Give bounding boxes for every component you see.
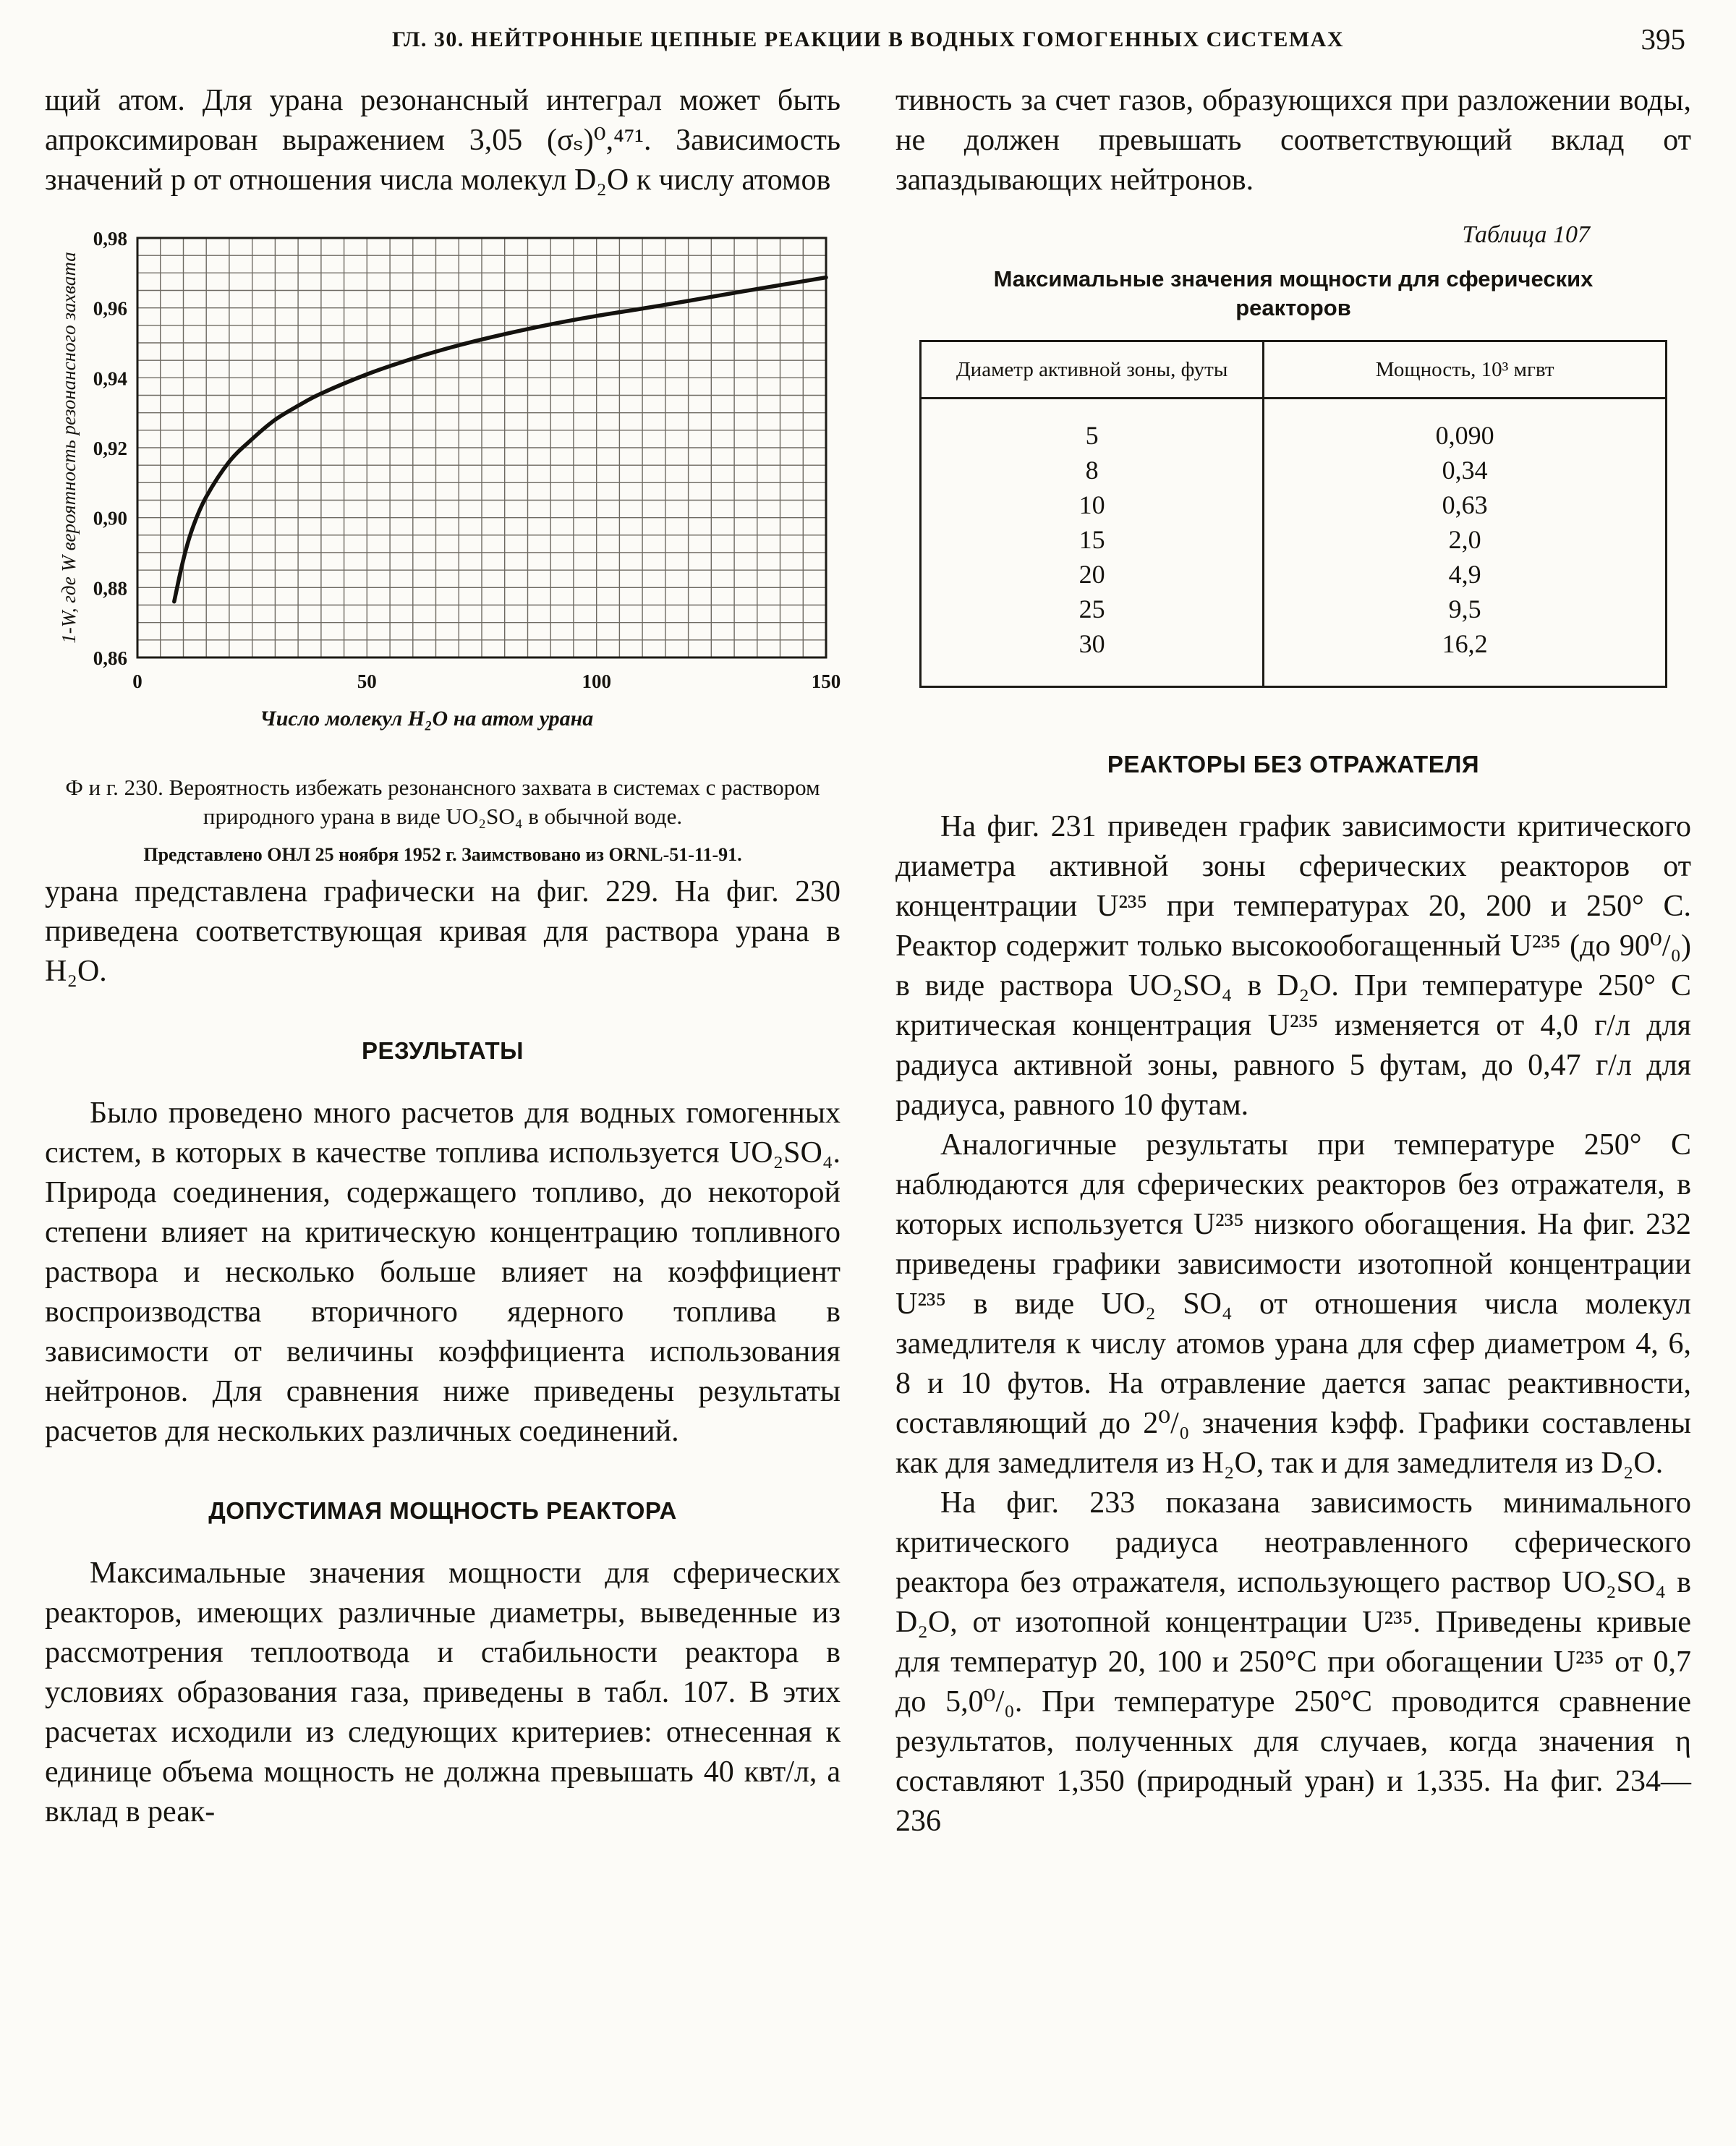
table-cell: 20	[921, 557, 1264, 592]
table-cell: 15	[921, 522, 1264, 557]
svg-text:0,98: 0,98	[93, 228, 127, 250]
figure-230	[45, 222, 841, 867]
table-cell: 10	[921, 487, 1264, 522]
table-cell: 8	[921, 453, 1264, 487]
figure-caption-block	[45, 773, 841, 867]
svg-text:0,94: 0,94	[93, 367, 127, 390]
table-header	[921, 341, 1667, 399]
two-column-layout	[45, 81, 1691, 1841]
table-cell: 2,0	[1448, 525, 1481, 554]
paragraph-continuation: щий атом. Для урана резонансный интеграл может быть апроксимирован выражением 3,05 (σₛ)⁰,⁴⁷¹. Зависимость значений p от отношения числа молекул D₂O к числу атомов	[45, 84, 841, 197]
table-cell: 4,9	[1448, 560, 1481, 589]
section-heading-reactors: РЕАКТОРЫ БЕЗ ОТРАЖАТЕЛЯ	[1107, 751, 1480, 778]
svg-text:0: 0	[132, 670, 142, 692]
table-row	[921, 522, 1667, 557]
paragraph: Было проведено много расчетов для водных гомогенных систем, в которых в качестве топлива используется UO₂SO₄. Природа соединения, содержащего топливо, до некоторой степени влияет на критическую концентрацию топливного раствора и несколько больше влияет на коэффициент воспроизводства вторичного ядерного топлива в зависимости от величины коэффициента использования нейтронов. Для сравнения ниже приведены результаты расчетов для нескольких различных соединений.	[45, 1097, 841, 1448]
page-number: 395	[1641, 22, 1685, 56]
paragraph: На фиг. 233 показана зависимость минимального критического радиуса неотравленного сферического реактора без отражателя, использующего раствор UO₂SO₄ в D₂O, от изотопной концентрации U²³⁵. Приведены кривые для температур 20, 100 и 250°С при обогащении U²³⁵ от 0,7 до 5,0⁰/₀. При температуре 250°С проводится сравнение результатов, полученных для случаев, когда значения η составляют 1,350 (природный уран) и 1,335. На фиг. 234—236	[895, 1486, 1691, 1838]
table-header-cell-power: Мощность, 10³ мгвт	[1264, 341, 1667, 399]
table-header-cell-diameter: Диаметр активной зоны, футы	[921, 341, 1264, 399]
table-row	[921, 626, 1667, 687]
figure-source-note: Представлено ОНЛ 25 ноября 1952 г. Заимствовано из ORNL-51-11-91.	[143, 844, 742, 865]
svg-text:0,92: 0,92	[93, 438, 127, 459]
table-cell: 25	[921, 592, 1264, 626]
paragraph: На фиг. 231 приведен график зависимости критического диаметра активной зоны сферических реакторов от концентрации U²³⁵ при температурах 20, 200 и 250° С. Реактор содержит только высокообогащенный U²³⁵ (до 90⁰/₀) в виде раствора UO₂SO₄ в D₂O. При температуре 250° С критическая концентрация U²³⁵ изменяется от 4,0 г/л для радиуса активной зоны, равного 5 футам, до 0,47 г/л для радиуса, равного 10 футам.	[895, 810, 1691, 1122]
svg-text:0,86: 0,86	[93, 647, 127, 669]
table-row	[921, 399, 1667, 454]
paragraph: Максимальные значения мощности для сферических реакторов, имеющих различные диаметры, выведенные из рассмотрения теплоотвода и стабильности реактора в условиях образования газа, приведены в табл. 107. В этих расчетах исходили из следующих критериев: отнесенная к единице объема мощность не должна превышать 40 квт/л, а вклад в реак-	[45, 1557, 841, 1828]
table-cell: 16,2	[1442, 629, 1488, 658]
svg-text:0,88: 0,88	[93, 577, 127, 600]
paragraph: урана представлена графически на фиг. 229. На фиг. 230 приведена соответствующая кривая для раствора урана в H₂O.	[45, 875, 841, 988]
svg-text:150: 150	[811, 670, 841, 692]
svg-text:Число молекул H₂O на атом уран: Число молекул H₂O на атом урана	[260, 707, 594, 731]
table-row	[921, 557, 1667, 592]
svg-text:0,96: 0,96	[93, 297, 127, 320]
table-cell: 0,34	[1442, 456, 1488, 485]
figure-caption: Ф и г. 230. Вероятность избежать резонансного захвата в системах с раствором природного урана в виде UO₂SO₄ в обычной воде.	[65, 775, 820, 829]
section-heading-results: РЕЗУЛЬТАТЫ	[362, 1037, 524, 1064]
svg-text:100: 100	[582, 670, 611, 692]
table-header-row	[921, 341, 1667, 399]
figure-230-chart	[45, 222, 841, 765]
table-cell: 0,090	[1435, 421, 1494, 450]
table-row	[921, 592, 1667, 626]
running-head	[45, 22, 1691, 68]
svg-text:1-W, где W вероятность резонан: 1-W, где W вероятность резонансного захвата	[58, 252, 80, 644]
table-cell: 30	[921, 626, 1264, 687]
table-title: Максимальные значения мощности для сферических реакторов	[993, 266, 1594, 320]
table-cell: 5	[921, 399, 1264, 454]
table-body	[921, 399, 1667, 687]
svg-text:50: 50	[357, 670, 377, 692]
chapter-title: ГЛ. 30. НЕЙТРОННЫЕ ЦЕПНЫЕ РЕАКЦИИ В ВОДНЫХ ГОМОГЕННЫХ СИСТЕМАХ	[392, 27, 1344, 51]
resonance-capture-chart	[45, 222, 841, 765]
paragraph-continuation: тивность за счет газов, образующихся при разложении воды, не должен превышать соответствующий вклад от запаздывающих нейтронов.	[895, 84, 1691, 197]
paragraph: Аналогичные результаты при температуре 250° С наблюдаются для сферических реакторов без отражателя, в которых используется U²³⁵ низкого обогащения. На фиг. 232 приведены графики зависимости изотопной концентрации U²³⁵ в виде UO₂ SO₄ от отношения числа молекул замедлителя к числу атомов урана для сфер диаметром 4, 6, 8 и 10 футов. На отравление дается запас реактивности, составляющий до 2⁰/₀ значения kэфф. Графики составлены как для замедлителя из H₂O, так и для замедлителя из D₂O.	[895, 1128, 1691, 1480]
table-cell: 9,5	[1448, 595, 1481, 623]
table-label: Таблица 107	[1462, 221, 1590, 248]
table-row	[921, 453, 1667, 487]
svg-text:0,90: 0,90	[93, 507, 127, 529]
section-heading-allowed-power: ДОПУСТИМАЯ МОЩНОСТЬ РЕАКТОРА	[208, 1497, 677, 1524]
table-107	[919, 340, 1667, 688]
left-column	[45, 81, 841, 1841]
table-cell: 0,63	[1442, 490, 1488, 519]
right-column	[895, 81, 1691, 1841]
table-row	[921, 487, 1667, 522]
